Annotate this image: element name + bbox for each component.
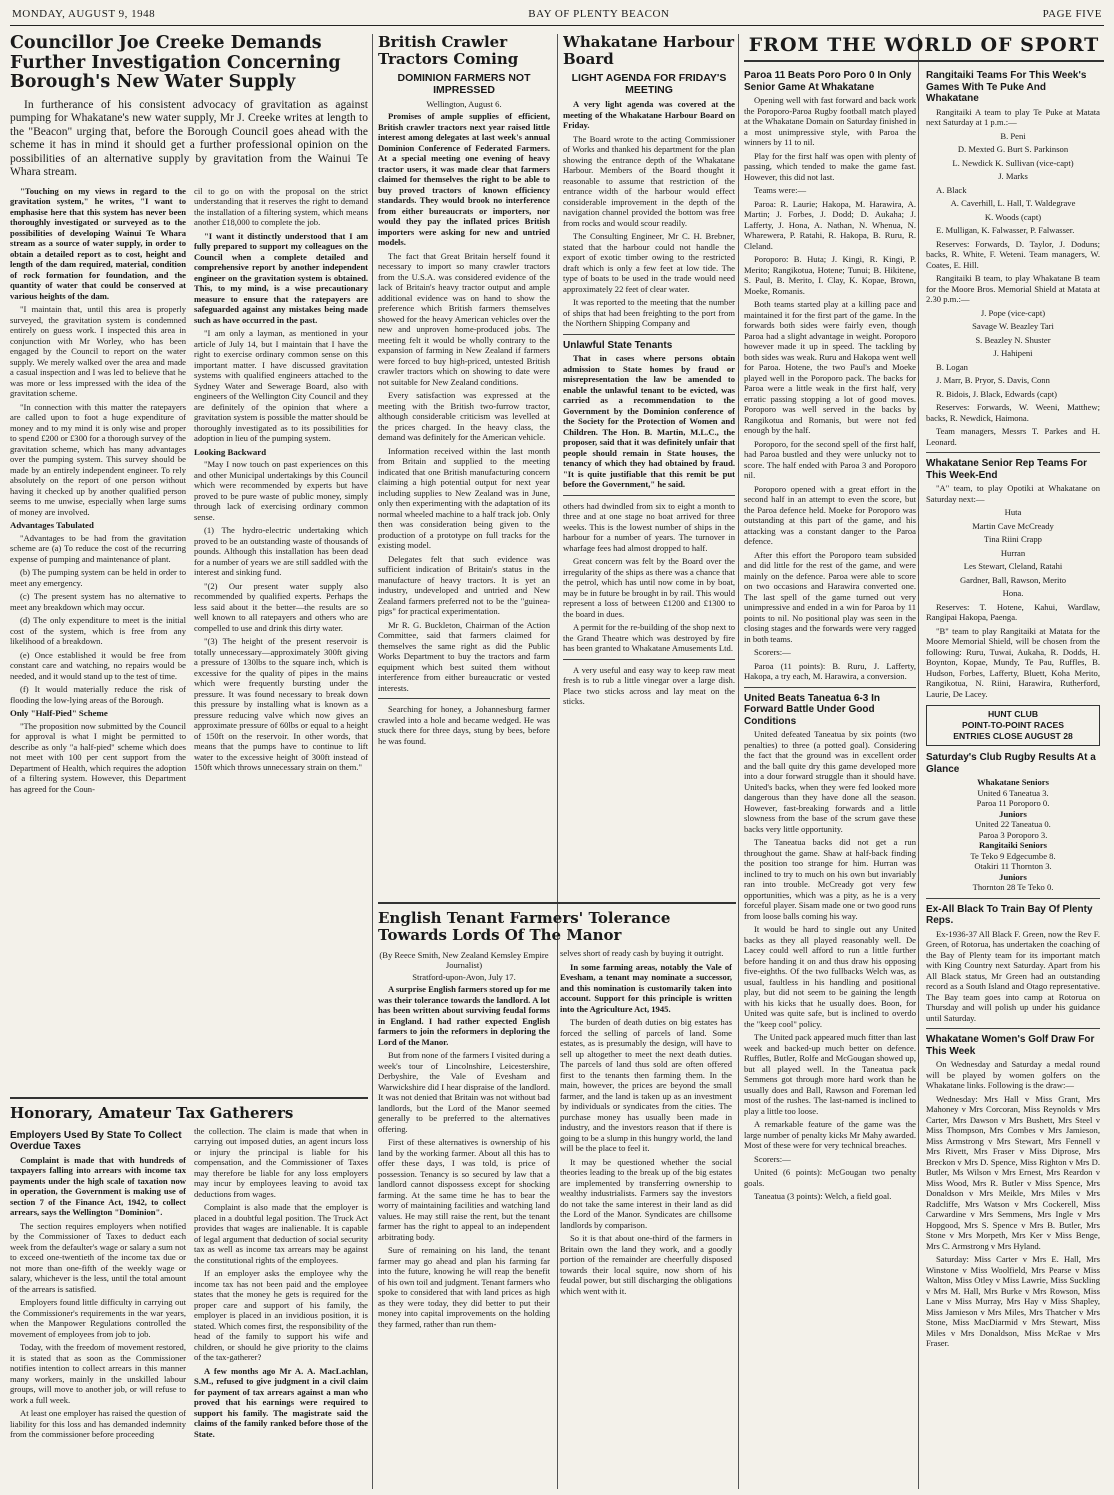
subheading: Looking Backward [194,446,267,457]
creeke-col-1 [10,186,186,1091]
allblack-headline: Ex-All Black To Train Bay Of Plenty Reps. [926,903,1093,926]
paragraph: Poroporo, for the second spell of the first half, had Paroa bustled and they were unlucky not to score. The half ended with Paroa 3 and Poroporo nil. [744,438,916,480]
paragraph: United (6 points): McGougan two penalty goals. [744,1167,916,1188]
paragraph: Scorers:— [754,1153,791,1164]
paragraph: Team managers, Messrs T. Parkes and H. Leonard. [926,426,1100,447]
paragraph: Today, with the freedom of movement restored, it is stated that as soon as the Commissioner notifies intention to collect arrears in this manner many workers, mainly in the unskilled labour groups, will move to another job, or will refuse to work a full week. [10,1342,186,1405]
sport-section [744,34,1104,1489]
paragraph: Promises of ample supplies of efficient, British crawler tractors next year raised little interest among delegates at last week's annual Dominion Conference of Federated Farmers. At a special meeting one evening of heavy tractor users, it was made clear that farmers claimed for themselves the right to be able to buy proved tractors of known efficiency standards. They would brook no interference from either bureaucrats or importers, nor would they pay the inflated prices British importers were asking for new and untried models. [378,111,550,247]
filler-paragraph: A very useful and easy way to keep raw meat fresh is to rub a little vinegar over a large dish. Place two sticks across and lay meat on the sticks. [563,664,735,706]
paragraph: Opening well with fast forward and back work the Poroporo-Paroa Rugby football match played at the Whakatane Domain on Saturday finished in a most unimpressive style, with Paroa the winners by 11 to nil. [744,95,916,147]
result-line: Paroa 3 Poroporo 3. [978,829,1048,840]
harbour-headline: Whakatane Harbour Board [563,34,734,68]
paragraph: A very light agenda was covered at the meeting of the Whakatane Harbour Board on Friday. [563,99,735,130]
paragraph: L. Newdick K. Sullivan (vice-capt) [952,157,1074,168]
english-col-1 [378,948,550,1468]
paragraph: United defeated Taneatua by six points (two penalties) to three (a potted goal). Considering the fact that the ground was in excellent order and the ball quite dry this game developed more into a dour forward struggle than it should have. United's backs, when they were fed looked more dangerous than they have done all the season. However, fast-breaking forwards and a little slowness from the base of the scrum gave these backs very little opportunity. [744,729,916,834]
sport-col-1 [744,66,916,1476]
paragraph: S. Beazley N. Shuster [975,334,1051,345]
paragraph: "The proposition now submitted by the Council for approval is what I might be permitted to describe as only "a half-pied" scheme which does not meet with 100 per cent support from the Department of Health, which requires the adoption of a filtering system. However, this Department has agreed for the Coun- [10,720,186,794]
paragraph: "May I now touch on past experiences on this and other Municipal undertakings by this Council which were recommended by experts but have proved to be pure waste of public money, simply through lack of exercising ordinary common sense. [194,459,368,522]
paragraph: selves short of ready cash by buying it outright. [560,948,724,958]
results-list [926,777,1100,893]
section-divider [744,60,1104,62]
paragraph: "(3) The height of the present reservoir is totally unnecessary—approximately 300ft giving a pressure of 130lbs to the square inch, which is excessive for the quality of pipes in the mains which were frequently bursting under the pressure. It was found necessary to break down this pressure by installing what is known as a pressure reducing valve which now gives an approximate pressure of 60lbs or equal to a height of 150ft on the reservoir. In other words, that means that the pumps have to continue to lift water to the excessive height of 300ft instead of 150ft which throws unnecessary strain on them." [194,636,368,772]
result-line: Juniors [999,808,1027,819]
united-report [744,729,916,1202]
paragraph: B. Logan [936,361,968,372]
rep-headline: Whakatane Senior Rep Teams For This Week-End [926,458,1087,481]
creeke-body [10,186,368,1091]
paragraph: Paroa: R. Laurie; Hakopa, M. Harawira, A. Martin; J. Forbes, J. Dodd; D. Aukaha; J. Lafferty, J. Hona, A. Nathan, N. Whenua, N. Wharewera, P. Ratahi, R. Hakopa, B. Ruru, R. Cleland. [744,198,916,251]
paragraph: So it is that about one-third of the farmers in Britain own the land they work, and a goodly portion of the remainder are cheerfully disposed towards their local squire, now shorn of his feudal power, but still discharging the obligations which went with it. [560,1233,732,1296]
paragraph: "Advantages to be had from the gravitation scheme are (a) To reduce the cost of the recurring expense of pumping and maintenance of plant. [10,532,186,564]
paragraph: On Wednesday and Saturday a medal round will be played by women golfers on the Whakatane links. Following is the draw:— [926,1059,1100,1090]
tax-headline: Honorary, Amateur Tax Gatherers [10,1103,294,1122]
paragraph: The burden of death duties on big estates has forced the selling of parcels of land. Some estates, as is presumably the design, will have to sell up altogether to meet the next death duties. The parcels of land thus sold are often offered first to the tenants then farming them. In the main, however, the prices are beyond the small farmer, and the land is taken up as an investment by individuals or syndicates from the cities. The purchase money has usually been made in industry, and the investors reason that if there is going to be a slump in this hungry world, the land will be the place to feel it. [560,1017,732,1153]
paragraph: Sure of remaining on his land, the tenant farmer may go ahead and plan his farming far into the future, knowing he will reap the benefit of his own toil and judgment. Tenant farmers who spoke to considered that with land prices as high as they were today, they did better to put their money into capital improvements on the holding they farmed, rather than run them- [378,1245,550,1329]
paragraph: After this effort the Poroporo team subsided and did little for the rest of the game, and were mainly on the defence. Paroa were able to score on two occasions and Harawira converted one. The last spell of the game turned out very unimpressive and ended in a win for Paroa by 11 points to nil. No positional play was seen in the closing stages and the forwards were very ragged in both teams. [744,549,916,644]
paragraph: R. Bidois, J. Black, Edwards (capt) [936,388,1058,399]
paragraph: Poroporo: B. Huta; J. Kingi, R. Kingi, P. Merito; Rangikotua, Hotene; Tunui; B. Hikitene, S. Paul, B. Merito, I. Clay, K. Kopae, Brown, Moeke, Romanis. [744,254,916,296]
paragraph: (c) The present system has no alternative to meet any breakdown which may occur. [10,591,186,612]
paroa-headline: Paroa 11 Beats Poro Poro 0 In Only Senior Game At Whakatane [744,70,912,93]
paragraph: Reserves: T. Hotene, Kahui, Wardlaw, Rangipai Hakopa, Paenga. [926,601,1100,622]
paragraph: In some farming areas, notably the Vale of Evesham, a tenant may nominate a successor, and this nomination is customarily taken into account. Support for this principle is written into the Agriculture Act, 1945. [560,961,732,1014]
paragraph: J. Pope (vice-capt) [980,307,1046,318]
paragraph: Les Stewart, Cleland, Ratahi [963,561,1063,571]
rangitaiki-teams [926,107,1100,448]
tax-col-1 [10,1126,186,1490]
paragraph: (b) The pumping system can be held in order to meet any emergency. [10,567,186,588]
paragraph: Play for the first half was open with plenty of passing, which tended to make the game fast. However, this did not last. [744,150,916,182]
paper-name: BAY OF PLENTY BEACON [528,8,670,20]
creeke-col-2 [194,186,368,1091]
paragraph: Rangitaiki A team to play Te Puke at Matata next Saturday at 1 p.m.:— [926,106,1100,127]
harbour-article [563,34,735,894]
harbour-subhead: LIGHT AGENDA FOR FRIDAY'S MEETING [571,72,727,96]
dateline: Stratford-upon-Avon, July 17. [412,972,516,982]
crawler-article [378,34,550,894]
sport-banner: FROM THE WORLD OF SPORT [748,34,1100,56]
paragraph: The Board wrote to the acting Commissioner of Works and thanked his department for the plan showing the entrance depth of the Whakatane Harbour. Members of the Board thought it reasonable to assume that restriction of the entrance width of the harbour would effect considerable improvement in the depth of the navigation channel provided the bottom was free from rocks and would scour readily. [563,133,735,228]
paragraph: Poroporo opened with a great effort in the second half in an attempt to even the score, but the Paroa defence held. Moeke for Poroporo was outstanding at this part of the game, and his attacking was a constant danger to the Paroa defence. [744,483,916,546]
page-number: PAGE FIVE [1042,8,1102,20]
sport-body [744,66,1104,1476]
result-line: United 6 Taneatua 3. [977,787,1049,798]
notice-line: HUNT CLUB [987,709,1039,719]
rangitaiki-headline: Rangitaiki Teams For This Week's Games With Te Puke And Whakatane [926,70,1087,104]
paragraph: At least one employer has raised the question of liability for this loss and has demanded indemnity from the commissioner before proceeding [10,1408,186,1439]
paragraph: Delegates felt that such evidence was sufficient indication of Britain's status in the manufacture of heavy tractors. It is yet an industry, undeveloped and untried and New Zealand farmers preferred not to be the "guinea-pigs" for practical experimentation. [378,553,550,616]
paragraph: It would be hard to single out any United backs as they all played reasonably well. De Lacey could well afford to run a little further before handing it on and thus draw his opposing five-eighths. Of the two fullbacks Welch was, as usual, faultless in his handling and positional play, but did not seem to be gaining the length with his kicks that he usually does. Boon, for United was quite safe, but is inclined to overdo the "keep cool" policy. [744,924,916,1029]
paragraph: the collection. The claim is made that when in carrying out imposed duties, an agent incurs loss or injury the principal is liable for his compensation, and the Commissioner of Taxes may therefore be liable for any loss employers may incur by employees leaving to avoid tax deductions from wages. [194,1125,368,1199]
paragraph: It may be questioned whether the social theories leading to the break up of the big estates are implemented by transferring ownership to wealthy industrialists. Farmers say the investors do not take the same interest in their land as did the Lord of the Manor. Syndicates are chillsome landlords by comparison. [560,1156,732,1230]
paragraph: D. Mexted G. Burt S. Parkinson [957,144,1069,154]
tax-article [10,1105,368,1490]
paragraph: The section requires employers when notified by the Commissioner of Taxes to deduct each week from the defaulter's wage or salary a sum not to exceed one-twentieth of the income tax due or not more than one-fifth of the weekly wage or salary, whichever is the less, until the total amount of the arrears is satisfied. [10,1220,186,1294]
paragraph: Martin Cave McCready [972,520,1054,531]
sport-col-2 [926,66,1100,1476]
paragraph: B. Peni [1000,130,1026,141]
paragraph: Hona. [1002,588,1024,598]
paragraph: A remarkable feature of the game was the large number of penalty kicks Mr Mahy awarded. Most of these were for very technical breaches. [744,1119,916,1150]
tax-col-2 [194,1126,368,1490]
paragraph: "Touching on my views in regard to the gravitation system," he writes, "I want to emphasise here that this system has never been thoroughly investigated or surveyed as to the possibilities of developing Wainui Te Whara stream as a source of water supply, in order to obtain a detailed report as to cost, height and length of the dam required, material, condition of rock formation for foundation, and the quantity of water that could be conserved at various heights of the dam. [10,185,186,301]
notice-line: ENTRIES CLOSE AUGUST 28 [953,731,1073,741]
paragraph: A. Caverhill, L. Hall, T. Waldegrave [950,198,1076,208]
byline: (By Reece Smith, New Zealand Kemsley Empire Journalist) [379,950,549,970]
paragraph: The Taneatua backs did not get a run throughout the game. Shaw at half-back finding the position too strange for him. Hurran was inclined to try to much on his own but invariably ran into trouble. McCready got very few opportunities, which was a pity, as he is a very forceful player. Sisam made one or two good runs from loose balls coming his way. [744,837,916,921]
paragraph: Savage W. Beazley Tari [972,321,1054,331]
dateline: Wellington, August 6. [426,99,502,109]
paragraph: Reserves: Forwards, D. Taylor, J. Doduns; backs, R. White, F. Weteni. Team managers, W. Coates, E. Hill. [926,238,1100,270]
divider [744,687,916,688]
paragraph: If an employer asks the employee why the income tax has not been paid and the employee states that the money he gets is required for the proper care and support of his family, the employer is placed in an invidious position, it is stated. Which comes first, the responsibility of the head of the family to support his wife and children, or should he give priority to the claims of the tax-gatherer? [194,1268,368,1362]
paragraph: J. Hahipeni [993,348,1033,358]
paragraph: But from none of the farmers I visited during a week's tour of Lincolnshire, Leicestershire, Derbyshire, the Vale of Evesham and Warwickshire did I hear dispraise of the landlord. It was not denied that Britain was not without bad landlords, but the Lord of the Manor seemed generally to be preferred to the alternatives offering. [378,1050,550,1134]
paragraph: "(2) Our present water supply also recommended by qualified experts. Perhaps the less said about it the better—the results are so well known to all ratepayers and others who are compelled to use and drink this dirty water. [194,580,368,633]
result-line: Juniors [999,871,1027,882]
subheading: Advantages Tabulated [10,520,94,530]
paragraph: Paroa (11 points): B. Ruru, J. Lafferty, Hakopa, a try each, M. Harawira, a conversion. [744,660,916,681]
divider [563,495,735,496]
paragraph: "A" team, to play Opotiki at Whakatane on Saturday next:— [926,483,1100,504]
paragraph: Mr R. G. Buckleton, Chairman of the Action Committee, said that farmers claimed for themselves the same right as did the Public Works Department to buy the tractors and farm equipment which best suited them without interference from either bureaucratic or vested interests. [378,619,550,693]
paragraph: First of these alternatives is ownership of his land by the working farmer. About all this has to offer these days, I was told, is price of possession. Tenancy is so secured by law that a landlord cannot dispossess except for shocking farming. At the same time he has to bear the worry of maintaining facilities and watching land values. He may still raise the rent, but the tenant farmer has the right to appeal to an independent arbitrating body. [378,1137,550,1242]
paragraph: Saturday: Miss Carter v Mrs E. Hall, Mrs Winstone v Miss Woolfield, Mrs Pearse v Miss Walton, Miss Otley v Miss Lawrie, Miss Suckling v Mrs M. Hall, Mrs Burke v Mrs Rowson, Miss Lane v Miss Murray, Mrs Hay v Miss Shapley, Miss Jamieson v Mrs Miles, Mrs Thatcher v Mrs Stone, Miss MacDiarmid v Mrs Stewart, Miss Miles v Mrs Donaldson, Miss McRae v Mrs Fraser. [926,1254,1100,1348]
paragraph: Scorers:— [754,647,791,657]
tax-body [10,1126,368,1490]
paragraph: The United pack appeared much fitter than last week and backed-up much better on defence. Ruffles, Butler, Rolfe and McGougan showed up, but all played well. In the Taneatua pack Semmens got through more hard work than he usually does and Ball, Rawson and Foreman led most of the rushes. The last-named is inclined to play a little too loose. [744,1032,916,1116]
divider [563,334,735,335]
paragraph: "In connection with this matter the ratepayers are called upon to foot a huge expenditure of money and to my mind it is only wise and proper to spend £200 or £300 for a thorough survey of the gravitation scheme, which has many advantages over the pumping system. This survey should be made by an entirely independent engineer. To rely absolutely on the report of one person without having it checked up by another qualified person seems to me unwise, especially when large sums of money are involved. [10,401,186,517]
filler-paragraph: Searching for honey, a Johannesburg farmer crawled into a hole and became wedged. He was stuck there for three days, stung by bees, before he was found. [378,704,550,746]
paragraph: A. Black [936,184,967,195]
paragraph: "I am only a layman, as mentioned in your article of July 14, but I maintain that I have the right to exercise ordinary common sense on this important matter. I have discussed gravitation systems with qualified engineers attached to the Sydney Water and Sewerage Board, also with engineers of the Wellington City Council and they are definitely of the opinion that where a gravitation system is possible the matter should be thoroughly investigated as to its possibilities for adoption in lieu of the pumping system. [194,328,368,443]
english-col-2 [560,948,732,1468]
paragraph: That in cases where persons obtain admission to State homes by fraud or misrepresentation the law be amended to enable the unlawful tenant to be evicted, was carried as a recommendation to the Government by the Dominion conference of the Society for the Protection of Women and Children. The Hon. B. Martin, M.L.C., the proposer, said that it was definitely unfair that people should remain in State houses, the tenancy of which they had obtained by fraud. "It is quite justifiable that this remit be put before the Government," he said. [563,353,735,489]
creeke-headline: Councillor Joe Creeke Demands Further Investigation Concerning Borough's New Water Supply [10,34,341,92]
crawler-headline: British Crawler Tractors Coming [378,34,519,68]
notice-line: POINT-TO-POINT RACES [961,720,1065,730]
paragraph: Wednesday: Mrs Hall v Miss Grant, Mrs Mahoney v Mrs Corcoran, Miss Reynolds v Mrs Carter, Mrs Dawson v Mrs Bushett, Mrs Steel v Miss Thompson, Mrs Combes v Mrs Jamieson, Miss Armstrong v Mrs Stewart, Mrs Fennell v Mrs Rivett, Mrs Fraser v Miss Diprose, Mrs Breckon v Mrs D. Spence, Miss Righton v Mrs D. Butler, Ms Wilson v Mrs Ernest, Mrs Reardon v Miss Wood, Mrs R. Butler v Miss Spence, Mrs Donaldson v Mrs Meikle, Mrs Miles v Mrs Radcliffe, Mrs Watson v Mrs Cockerell, Miss Carwardine v Mrs Semmens, Mrs Ingle v Mrs Hopgood, Mrs S. Spence v Mrs B. Butler, Mrs Stone v Mrs Morpeth, Mrs Ker v Miss Benge, Mrs C. Armstrong v Mrs Hyland. [926,1093,1100,1251]
paragraph: Both teams started play at a killing pace and maintained it for the first part of the game. In the forwards both sides were fairly even, though Paroa had a slight advantage in weight. Poroporo however made it up in speed. The tackling by both sides was weak. Ruru and Hakopa went well for Paroa. Hotene, the two Paul's and Moeke played well in the Poroporo pack. The backs for Paroa were a little weak in the first half, very erratic passing stopping a lot of good moves. Poroporo was well served in the backs by Rangikotua and Romanis, but were not fed enough by the half. [744,299,916,435]
result-line: United 22 Taneatua 0. [975,819,1051,829]
paragraph: (1) The hydro-electric undertaking which proved to be an outstanding waste of thousands of pounds. Although this installation has been dead for a number of years we are still saddled with the interest and sinking fund. [194,525,368,577]
subheading: Only "Half-Pied" Scheme [10,708,108,718]
divider [926,898,1100,899]
creeke-intro: In furtherance of his consistent advocacy of gravitation as against pumping for Whakatane's new water supply, Mr J. Creeke writes at length to the "Beacon" urging that, before the Borough Council goes ahead with the scheme it has in mind it should get a further professional opinion on the possibilities of an alternative supply by gravitation from the Wainui Te Whara stream. [10,98,368,178]
golf-draw [926,1059,1100,1349]
result-line: Rangitaiki Seniors [978,840,1048,850]
paragraph: J. Marks [998,171,1028,181]
section-divider [10,1097,368,1099]
section-divider [378,902,736,904]
paragraph: Complaint is also made that the employer is placed in a doubtful legal position. The Truck Act provides that wages are inalienable. It is capable of legal argument that deduction of social security tax as well as income tax arrears may be against the constitutional rights of the employees. [194,1202,368,1265]
result-line: Thornton 28 Te Teko 0. [972,882,1054,892]
paragraph: "I maintain that, until this area is properly surveyed, the gravitation system is condemned entirely on guess work. I inspected this area in conjunction with Mr Worley, who has been engaged by the Council to report on the water supply. We merely walked over the area and made a casual inspection and I was led to believe that he was more or less impressed with the idea of the gravitation scheme. [10,304,186,398]
paragraph: (f) It would materially reduce the risk of flooding the low-lying areas of the Borough. [10,684,186,705]
paragraph: "B" team to play Rangitaiki at Matata for the Moore Memorial Shield, will be chosen from the following: Ruru, Tuwai, Aukaha, R. Dodds, H. Boynton, Kopae, Mundy, Te Pau, Ruffles, B. Hudson, Forbes, Lafferty, Bluett, Koha Merito, Rangikotua, N. Riini, Harawira, Rutherford, Laurie, De Lacey. [926,625,1100,699]
english-body [378,948,736,1468]
tenants-headline: Unlawful State Tenants [563,339,673,351]
paragraph: Employers found little difficulty in carrying out the Commissioner's requirements in the war years, when the Manpower Regulations controlled the movement of employees from job to job. [10,1297,186,1339]
paragraph: E. Mulligan, K. Falwasser, P. Falwasser. [936,225,1075,235]
result-line: Paroa 11 Poroporo 0. [976,798,1050,808]
golf-headline: Whakatane Women's Golf Draw For This Week [926,1034,1095,1057]
hunt-club-notice [926,705,1100,746]
divider [926,1028,1100,1029]
paragraph: Ex-1936-37 All Black F. Green, now the Rev F. Green, of Rotorua, has undertaken the coaching of the Bay of Plenty team for its important match with King Country next Saturday. Apart from his All Black status, Mr Green had an outstanding record as a South Island and Otago representative. The Bay team goes into camp at Rotorua on Thursday and will polish up under his guidance until Saturday. [926,928,1100,1023]
crawler-subhead: DOMINION FARMERS NOT IMPRESSED [397,72,531,96]
paragraph: Gardner, Ball, Rawson, Merito [959,574,1067,585]
result-line: Whakatane Seniors [977,777,1049,787]
paragraph: (d) The only expenditure to meet is the initial cost of the system, which is free from any likelihood of a breakdown. [10,615,186,646]
paragraph: K. Woods (capt) [984,211,1042,222]
english-headline: English Tenant Farmers' Tolerance Towards Lords Of The Manor [378,909,671,944]
paragraph: Huta [1004,507,1022,517]
paragraph: Taneatua (3 points): Welch, a field goal. [754,1191,892,1201]
english-article [378,902,736,1489]
divider [926,452,1100,453]
paroa-report [744,95,916,682]
paragraph: cil to go on with the proposal on the strict understanding that it reserves the right to demand the installation of a filtering system, which means another £18,000 to complete the job. [194,185,368,227]
united-headline: United Beats Taneatua 6-3 In Forward Battle Under Good Conditions [744,692,880,727]
paragraph: The fact that Great Britain herself found it necessary to import so many crawler tractors from the U.S.A. was considered evidence of the lack of Britain's heavy tractor output and ample additional evidence was on hand to show the preference which British farmers themselves showed for the heavy American vehicles over the new and unproven home-produced jobs. The meeting felt it would be wholly contrary to the expansion of farming in New Zealand if farmers were forced to buy high-priced, untested British crawler tractors which on showing to date were not suitable for New Zealand conditions. [378,250,550,387]
paragraph: A surprise English farmers stored up for me was their tolerance towards the landlord. A lot has been written about surviving feudal forms in England. I had rather expected English farmers to join the reformers in deploring the Lord of the Manor. [378,984,550,1047]
tax-subhead: Employers Used By State To Collect Overdue Taxes [10,1129,182,1152]
paragraph: It was reported to the meeting that the number of ships that had been freighting to the port from the Northern Shipping Company and [563,297,735,328]
paragraph: Great concern was felt by the Board over the irregularity of the ships as there was a chance that the petrol, which has until now come in by boat, may be in future be brought in by rail. This would represent a loss of between £1200 and £1300 to the board in dues. [563,556,735,619]
paragraph: Tina Riini Crapp [984,534,1042,544]
glance-headline: Saturday's Club Rugby Results At a Glance [926,752,1096,775]
paragraph: Complaint is made that with hundreds of taxpayers falling into arrears with income tax payments under the high scale of taxation now in operation, the Government is making use of section 7 of the Finance Act, 1942, to collect arrears, says the Wellington "Dominion". [10,1154,186,1217]
divider [563,659,735,660]
creeke-article [10,34,368,1489]
paragraph: A few months ago Mr A. A. MacLachlan, S.M., refused to give judgment in a civil claim for payment of tax arrears against a man who proved that his earnings were required to support his family. The magistrate said the claims of the family ranked before those of the State. [194,1365,368,1439]
issue-date: MONDAY, AUGUST 9, 1948 [12,8,156,20]
result-line: Otakiri 11 Thornton 3. [974,861,1052,871]
paragraph: A permit for the re-building of the shop next to the Grand Theatre which was destroyed by fire has been granted to Whakatane Amusements Ltd. [563,622,735,653]
paragraph: J. Marr, B. Pryor, S. Davis, Conn [936,375,1050,385]
paragraph: "I want it distinctly understood that I am fully prepared to support my colleagues on the Council when a complete detailed and comprehensive report by another independent engineer on the gravitation system is obtained. This, to my mind, is a wise precautionary measure to ensure that the ratepayers are safeguarded against any mistakes being made such as have occurred in the past. [194,230,368,325]
paragraph: Reserves: Forwards, W. Weeni, Matthew; backs, R. Newdick, Haimona. [926,402,1100,423]
result-line: Te Teko 9 Edgecumbe 8. [970,850,1056,861]
paragraph: (e) Once established it would be free from constant care and watching, no repairs would be needed, and it would stand up to the test of time. [10,649,186,681]
paragraph: Teams were:— [754,185,807,195]
paragraph: Hurran [1000,547,1026,558]
paragraph: Information received within the last month from Britain and supplied to the meeting indicated that one British manufacturing concern claiming a high potential output for next year including supplies to New Zealand was in June, only then experimenting with the adaptation of its normal wheeled machine to a half track job. Only then was consideration being given to the production of a prototype on full tracks for the existing model. [378,445,550,550]
divider [378,698,550,699]
paragraph: Rangitaiki B team, to play Whakatane B team for the Moore Bros. Memorial Shield at Matata at 2.30 p.m.:— [926,273,1100,304]
paragraph: Every satisfaction was expressed at the meeting with the British two-furrow tractor, although considerable criticism was levelled at the prices charged. In the heavy class, the demand was definitely for the American vehicle. [378,390,550,442]
paragraph: others had dwindled from six to eight a month to three and at one stage no boat arrived for three weeks. This is the lowest number of ships in the harbour for a number of years. The turnover in wharfage fees had almost dropped to half. [563,500,735,553]
masthead [10,8,1104,26]
rep-teams [926,483,1100,699]
paragraph: The Consulting Engineer, Mr C. H. Brebner, stated that the harbour could not handle the export of exotic timber owing to the restricted draft which is only a few feet at low tide. The type of boats to be used in the trade would need approximately 22 feet of clear water. [563,231,735,294]
